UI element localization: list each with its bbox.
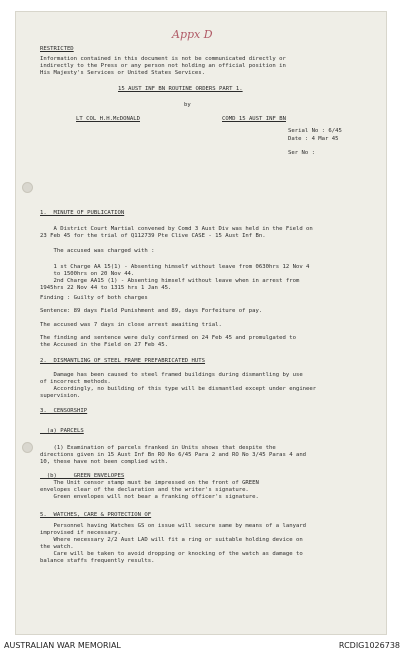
by-label: by xyxy=(184,102,191,108)
command: COMD 15 AUST INF BN xyxy=(222,116,286,122)
body-line: 2nd Charge AA15 (1) - Absenting himself without leave when in arrest from xyxy=(40,278,300,284)
warning-line: His Majesty's Services or United States Services. xyxy=(40,70,206,76)
section-heading: 3. CENSORSHIP xyxy=(40,408,88,414)
body-line: the Accused in the Field on 27 Feb 45. xyxy=(40,342,168,348)
body-line: A District Court Martial convened by Comd 3 Aust Div was held in the Field on xyxy=(40,226,313,232)
punch-hole xyxy=(22,182,33,193)
body-line: Finding : Guilty of both charges xyxy=(40,295,148,301)
body-line: The accused was charged with : xyxy=(40,248,155,254)
body-line: 10, these have not been complied with. xyxy=(40,459,168,465)
body-line: to 1500hrs on 20 Nov 44. xyxy=(40,271,135,277)
section-heading: 1. MINUTE OF PUBLICATION xyxy=(40,210,125,216)
body-line: Green envelopes will not bear a franking officer's signature. xyxy=(40,494,259,500)
author: LT COL H.H.McDONALD xyxy=(76,116,140,122)
body-line: envelopes clear of the declaration and the writer's signature. xyxy=(40,487,249,493)
footer-bar xyxy=(0,638,404,654)
document-date: Date : 4 Mar 45 xyxy=(288,136,339,142)
body-line: 1945hrs 22 Nov 44 to 1315 hrs 1 Jan 45. xyxy=(40,285,172,291)
body-line: Damage has been caused to steel framed buildings during dismantling by use xyxy=(40,372,303,378)
body-line: The finding and sentence were duly confirmed on 24 Feb 45 and promulgated to xyxy=(40,335,296,341)
body-line: 23 Feb 45 for the trial of Q112739 Pte Clive CASE - 15 Aust Inf Bn. xyxy=(40,233,266,239)
body-line: supervision. xyxy=(40,393,81,399)
document-title: 15 AUST INF BN ROUTINE ORDERS PART 1. xyxy=(118,86,243,92)
warning-line: Information contained in this document is not be communicated directly or xyxy=(40,56,286,62)
body-line: Where necessary 2/2 Aust LAD will fit a ring or suitable holding device on xyxy=(40,537,303,543)
body-line: 1 st Charge AA 15(1) - Absenting himself without leave from 0630hrs 12 Nov 4 xyxy=(40,264,310,270)
document-page xyxy=(16,12,386,634)
section-heading: (b) GREEN ENVELOPES xyxy=(40,473,125,479)
body-line: improvised if necessary. xyxy=(40,530,121,536)
body-line: Sentence: 89 days Field Punishment and 89, days Forfeiture of pay. xyxy=(40,308,263,314)
punch-hole xyxy=(22,442,33,453)
section-heading: (a) PARCELS xyxy=(40,428,84,434)
body-line: Personnel having Watches GS on issue will secure same by means of a lanyard xyxy=(40,523,307,529)
handwritten-annotation: Appx D xyxy=(172,28,213,41)
body-line: Care will be taken to avoid dropping or knocking of the watch as damage to xyxy=(40,551,303,557)
body-line: The Unit censor stamp must be impressed on the front of GREEN xyxy=(40,480,259,486)
body-line: of incorrect methods. xyxy=(40,379,111,385)
section-heading: 2. DISMANTLING OF STEEL FRAME PREFABRICATED HUTS xyxy=(40,358,206,364)
body-line: (1) Examination of parcels franked in Units shows that despite the xyxy=(40,445,276,451)
body-line: Accordingly, no building of this type will be dismantled except under engineer xyxy=(40,386,317,392)
body-line: balance staffs frequently results. xyxy=(40,558,155,564)
body-line: The accused was 7 days in close arrest awaiting trial. xyxy=(40,322,222,328)
footer-id: RCDIG1026738 xyxy=(338,641,400,650)
classification-label: RESTRICTED xyxy=(40,46,74,52)
body-line: the watch. xyxy=(40,544,74,550)
body-line: directions given in 15 Aust Inf Bn RO No 6/45 Para 2 and RO No 3/45 Paras 4 and xyxy=(40,452,307,458)
warning-line: indirectly to the Press or any person not holding an official position in xyxy=(40,63,286,69)
serial-number: Serial No : 6/45 xyxy=(288,128,342,134)
ser-no: Ser No : xyxy=(288,150,315,156)
footer-source: AUSTRALIAN WAR MEMORIAL xyxy=(4,641,121,650)
section-heading: 5. WATCHES, CARE & PROTECTION OF xyxy=(40,512,152,518)
